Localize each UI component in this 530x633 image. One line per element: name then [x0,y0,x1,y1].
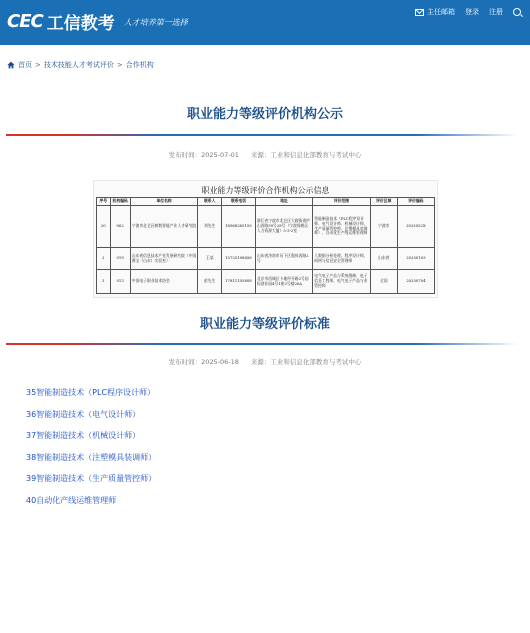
table-cell: 宁波市北仑区树数智能产业人才研究院 [130,206,198,248]
table-cell: 20 [97,206,111,248]
table-row [97,248,435,270]
table-cell: 20250704 [397,270,434,294]
standard-link-mold-fitter[interactable]: 38智能制造技术（注塑模具装调师） [26,452,157,462]
publish-date: 2025-06-18 [201,358,239,366]
column-header: 地址 [255,198,312,206]
logo-slogan: 人才培养第一选择 [123,18,188,27]
publish-date: 2025-07-01 [201,151,239,159]
table-cell: 智能制造技术（PLC程序设计师、电气设计师、机械设计师、生产质量管控师、注塑模具装调师）、自动化生产线运维管理师 [313,206,370,248]
home-icon[interactable] [7,61,15,69]
publish-info [169,358,239,366]
table-cell: 18968265155 [222,206,256,248]
table-cell: 人数据分析处理、程序设计师、网络与信息安全管理师 [313,248,370,270]
table-cell: 浙江省宁波市北仑区大碶街道庐山西路99号28号（宁波保税区人力资源大厦）5-3-2室 [255,206,312,248]
article-title: 职业能力等级评价机构公示 [186,107,343,122]
breadcrumb-separator: > [35,61,41,69]
table-cell: 17811105808 [222,270,256,294]
table-row [97,270,435,294]
title-divider [6,134,518,136]
table-cell: 20250103 [397,248,434,270]
table-cell: 中国电子职业技术协会 [130,270,198,294]
table-cell: 013 [110,270,130,294]
source-name: 工业和信息化部教育与考试中心 [270,151,362,159]
table-header-row [97,198,435,206]
breadcrumb-separator: > [116,61,123,69]
source-info [251,151,362,159]
login-link[interactable]: 登录 [465,8,479,16]
standard-link-plc-designer[interactable]: 35智能制造技术（PLC程序设计师） [26,388,156,397]
site-logo[interactable] [7,9,188,34]
breadcrumb-partner-institutions[interactable]: 合作机构 [125,61,154,69]
table-cell: 3 [97,270,111,294]
source-name: 工业和信息化部教育与考试中心 [270,358,362,366]
article-meta [0,150,530,159]
standard-link-line-ops-manager[interactable]: 40自动化产线运维管理师 [26,495,117,505]
standards-meta [0,357,530,366]
table-cell: 彭先生 [198,270,222,294]
column-header: 序号 [97,198,111,206]
table-cell: 2025052X [397,206,434,248]
standard-link-mechanical-designer[interactable]: 37智能制造技术（机械设计师） [26,431,141,440]
column-header: 评价区域 [370,198,397,206]
table-cell: 刘先生 [198,206,222,248]
column-header: 评价范围 [313,198,370,206]
director-mailbox-label: 主任邮箱 [427,8,455,16]
publish-label: 发布时间： [168,151,202,159]
table-cell: 2 [97,248,111,270]
table-cell: 山东省信息技术产业发展研究院（中国赛宝（山东）实验室） [130,248,198,270]
publish-info [169,151,239,159]
breadcrumb-talent-evaluation[interactable]: 技术技能人才考试评价 [43,61,114,69]
table-cell: 062 [110,206,130,248]
table-cell: 15725106656 [222,248,256,270]
institution-list-image [93,180,438,298]
institution-table [96,197,435,294]
standard-link-quality-controller[interactable]: 39智能制造技术（生产质量管控师） [26,474,157,483]
site-header [0,0,530,45]
table-row [97,206,435,248]
column-header: 单位名称 [130,198,198,206]
top-links [415,7,521,17]
table-cell: 山东省 [370,248,397,270]
standards-divider [6,343,518,345]
column-header: 联系人 [198,198,222,206]
source-label: 来源： [250,151,271,159]
table-cell: 全国 [370,270,397,294]
table-cell: 山东省济南市历下区奥体西路2号 [255,248,312,270]
column-header: 机构编码 [110,198,130,206]
mail-icon [415,9,424,16]
standards-link-list [26,387,156,516]
column-header: 联系电话 [222,198,256,206]
table-cell: 019 [110,248,130,270]
logo-mark: CEC [7,11,43,32]
table-cell: 王某 [198,248,222,270]
source-info [251,358,362,366]
table-cell: 宁波市 [370,206,397,248]
standard-link-electrical-designer[interactable]: 36智能制造技术（电气设计师） [26,409,141,419]
breadcrumb [7,60,154,70]
source-label: 来源： [250,358,271,366]
publish-label: 发布时间： [168,358,202,366]
search-icon[interactable] [513,8,521,16]
standards-title: 职业能力等级评价标准 [199,317,330,332]
director-mailbox-link[interactable] [415,7,455,17]
breadcrumb-home[interactable]: 首页 [18,61,32,69]
register-link[interactable]: 注册 [489,8,503,16]
column-header: 评价编码 [397,198,434,206]
logo-name: 工信教考 [46,14,115,34]
table-cell: 电气电子产品与系统维修、电子信息工程师、电气电子产品与业管控师 [313,270,370,294]
table-cell: 北京市西城区卜地经开路2号国际创业园4号1座2号楼26A [255,270,312,294]
document-caption: 职业能力等级评价合作机构公示信息 [201,186,330,195]
